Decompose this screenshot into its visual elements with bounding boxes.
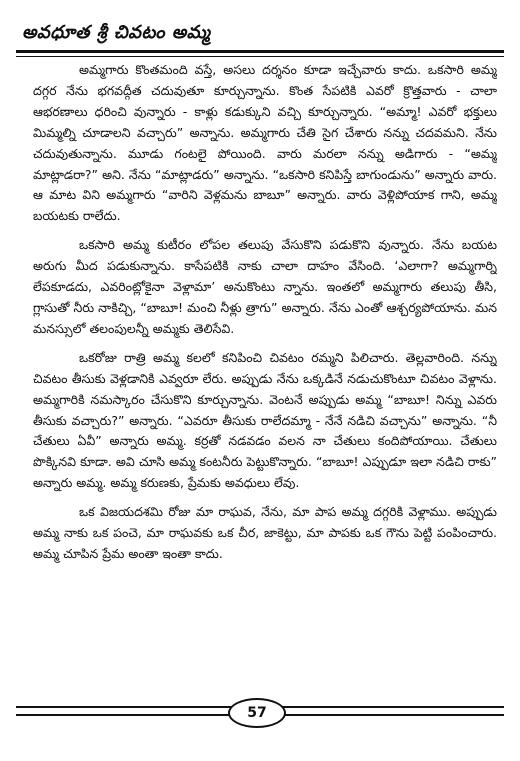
paragraph: ఒకరోజు రాత్రి అమ్మ కలలో కనిపించి చివటం రమ్మని పిలిచారు. తెల్లవారింది. నన్ను చివటం తీసుకు వెళ్లడానికి ఎవ్వరూ లేరు. అప్పుడు నేను ఒక్కడినే నడుచుకొంటూ చివటం వెళ్లాను. అమ్మగారికి నమస్కారం చేసుకొని కూర్చున్నాను. వెంటనే అప్పుడు అమ్మ “బాబూ! నిన్ను ఎవరు తీసుకు వచ్చారు?” అన్నారు. “ఎవరూ తీసుకు రాలేదమ్మా - నేనే నడిచి వచ్చాను” అన్నాను. “నీ చేతులు ఏవీ” అన్నారు అమ్మ. కర్రతో నడవడం వలన నా చేతులు కందిపోయాయి. చేతులు పొక్కినవి కూడా. అవి చూసి అమ్మ కంటనీరు పెట్టుకొన్నారు. “బాబూ! ఎప్పుడూ ఇలా నడిచి రాకు” అన్నారు అమ్మ. అమ్మ కరుణకు, ప్రేమకు అవధులు లేవు. bbox=[33, 349, 497, 491]
page-body bbox=[33, 60, 497, 680]
running-head-title: అవధూత శ్రీ చివటం అమ్మ bbox=[22, 22, 211, 43]
page-footer bbox=[16, 700, 504, 730]
page-header bbox=[16, 20, 504, 50]
page-number: 57 bbox=[228, 698, 286, 728]
header-rule-thick bbox=[16, 50, 504, 53]
paragraph: ఒక విజయదశమి రోజు మా రాఘవ, నేను, మా పాప అమ్మ దగ్గరికి వెళ్లాము. అప్పుడు అమ్మ నాకు ఒక పంచె, మా రాఘవకు ఒక చీర, జాకెట్టు, మా పాపకు ఒక గౌను పెట్టి పంపించారు. అమ్మ చూపిన ప్రేమ అంతా ఇంతా కాదు. bbox=[33, 504, 497, 561]
header-rule-thin bbox=[16, 56, 504, 57]
paragraph: అమ్మగారు కొంతమంది వస్తే, అసలు దర్శనం కూడా ఇచ్చేవారు కాదు. ఒకసారి అమ్మ దగ్గర నేను భగవద్గీత చదువుతూ కూర్చున్నాను. కొంత సేపటికి ఎవరో క్రొత్తవారు - చాలా ఆభరణాలు ధరించి వున్నారు - కాళ్లు కడుక్కుని వచ్చి కూర్చున్నారు. “అమ్మా! ఎవరో భక్తులు మిమ్మల్ని చూడాలని వచ్చారు” అన్నాను. అమ్మగారు చేతి సైగ చేశారు నన్ను చదవమని. నేను చదువుతున్నాను. మూడు గంటలై పోయింది. వారు మరలా నన్ను అడిగారు - “అమ్మ మాట్లాడరా?” అని. నేను “మాట్లాడరు” అన్నాను. “ఒకసారి కనిపిస్తే బాగుండును” అన్నారు వారు. ఆ మాట విని అమ్మగారు “వారిని వెళ్లమను బాబూ” అన్నారు. వారు వెళ్లిపోయాక గాని, అమ్మ బయటకు రాలేదు. bbox=[33, 62, 497, 224]
paragraph: ఒకసారి అమ్మ కుటీరం లోపల తలుపు వేసుకొని పడుకొని వున్నారు. నేను బయట అరుగు మీద పడుకున్నాను. కాసేపటికి నాకు చాలా దాహం వేసింది. ‘ఎలాగా? అమ్మగార్ని లేపకూడదు, ఎవరింట్లోకైనా వెళ్లామా’ అనుకొంటు న్నాను. ఇంతలో అమ్మగారు తలుపు తీసి, గ్లాసుతో నీరు నాకిచ్చి, “బాబూ! మంచి నీళ్లు త్రాగు” అన్నారు. నేను ఎంతో ఆశ్చర్యపోయాను. మన మనస్సులో తలంపులన్నీ అమ్మకు తెలిసేవి. bbox=[33, 237, 497, 336]
